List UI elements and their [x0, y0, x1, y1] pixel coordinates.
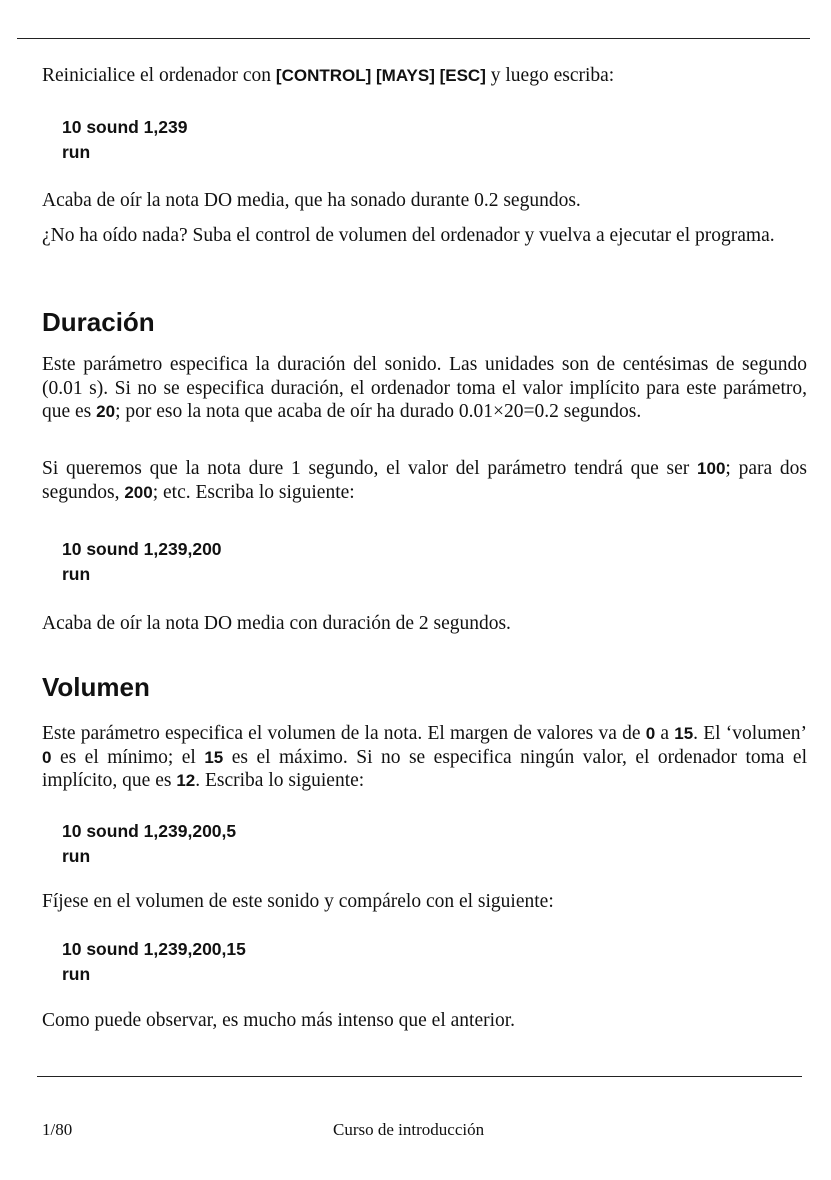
paragraph	[42, 890, 807, 914]
text-run: Como puede observar, es mucho más intenso que el anterior.	[42, 1010, 516, 1031]
text-run: Si queremos que la nota dure 1 segundo, el valor del parámetro tendrá que ser	[42, 458, 698, 479]
text-run: . El ‘volumen’	[693, 723, 808, 744]
paragraph	[42, 189, 807, 213]
paragraph	[42, 224, 807, 248]
text-run: ; para dos segundos,	[42, 458, 807, 503]
paragraph	[42, 353, 807, 424]
bold-text: 200	[124, 482, 153, 502]
bold-text: 0	[645, 724, 656, 743]
code-line: run	[62, 845, 91, 866]
top-rule	[17, 38, 810, 39]
text-run: ; etc. Escriba lo siguiente:	[152, 481, 355, 503]
code-line: 10 sound 1,239,200,15	[62, 939, 246, 959]
code-block	[62, 115, 187, 164]
text-run: Acaba de oír la nota DO media con duración de 2 segundos.	[42, 613, 511, 634]
paragraph	[42, 612, 807, 636]
bold-text: 100	[697, 459, 726, 478]
text-run: a	[655, 723, 675, 744]
paragraph	[42, 1009, 807, 1033]
code-line: 10 sound 1,239,200,5	[62, 821, 237, 841]
bold-text: [CONTROL] [MAYS] [ESC]	[275, 66, 486, 85]
text-run: Reinicialice el ordenador con	[42, 65, 276, 86]
paragraph	[42, 457, 807, 504]
paragraph	[42, 722, 807, 793]
text-run: y luego escriba:	[485, 65, 615, 86]
bold-text: 12	[176, 771, 196, 790]
text-run: Fíjese en el volumen de este sonido y compárelo con el siguiente:	[42, 891, 554, 912]
code-line: 10 sound 1,239	[62, 117, 188, 137]
section-heading: Volumen	[42, 672, 150, 702]
text-run: Este parámetro especifica la duración del sonido. Las unidades son de centésimas de segundo (0.01 s). Si no se especifica duración, el ordenador toma el valor implícito para este parámetro, que es	[42, 354, 807, 422]
section-heading: Duración	[42, 307, 155, 337]
text-run: es el máximo. Si no se especifica ningún valor, el ordenador toma el implícito, que es	[42, 746, 807, 791]
footer-title: Curso de introducción	[333, 1120, 485, 1139]
bold-text: 15	[204, 747, 224, 767]
bottom-rule	[37, 1076, 802, 1077]
paragraph	[42, 64, 807, 88]
bold-text: 15	[674, 724, 694, 743]
text-run: Acaba de oír la nota DO media, que ha sonado durante 0.2 segundos.	[42, 190, 581, 211]
bold-text: 0	[42, 747, 52, 767]
text-run: ; por eso la nota que acaba de oír ha durado 0.01×20=0.2 segundos.	[115, 401, 642, 422]
text-run: . Escriba lo siguiente:	[195, 770, 365, 791]
code-line: run	[62, 141, 91, 162]
code-block	[62, 937, 246, 986]
page-number: 1/80	[42, 1120, 73, 1139]
code-block	[62, 819, 236, 868]
code-block	[62, 537, 222, 586]
text-run: Este parámetro especifica el volumen de la nota. El margen de valores va de	[42, 723, 646, 744]
text-run: ¿No ha oído nada? Suba el control de volumen del ordenador y vuelva a ejecutar el programa.	[42, 225, 775, 246]
code-line: 10 sound 1,239,200	[62, 539, 222, 559]
code-line: run	[62, 963, 91, 984]
text-run: es el mínimo; el	[51, 746, 205, 768]
code-line: run	[62, 563, 91, 584]
bold-text: 20	[96, 402, 116, 421]
